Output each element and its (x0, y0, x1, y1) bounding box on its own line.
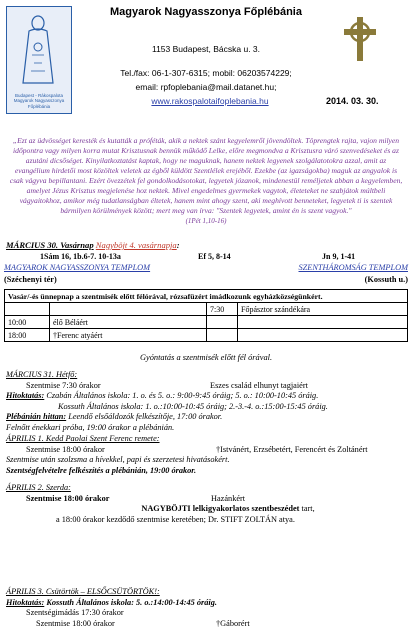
thursday-hittan (6, 598, 410, 609)
email[interactable]: email: rpfoplebania@mail.datanet.hu; (135, 82, 277, 92)
schedule-note: Vasár/-és ünnepnap a szentmisék előtt félórával, rózsafüzért imádkozunk egyházközségünkért. (5, 290, 408, 303)
thursday-heading: ÁPRILIS 3. Csütörtök – ELSŐCSÜTÖRTÖK!: (6, 587, 160, 596)
table-row (5, 303, 408, 316)
thursday-mass-intent: †Gáborért (216, 618, 250, 628)
wednesday-heading: ÁPRILIS 2. Szerda: (6, 483, 71, 492)
telephone: Tel./fax: 06-1-307-6315; mobil: 06203574229; (120, 68, 292, 78)
monday-section (6, 370, 410, 433)
madonna-icon (7, 11, 70, 91)
tuesday-heading: ÁPRILIS 1. Kedd Paolai Szent Ferenc remete: (6, 434, 160, 443)
quote-reference: (1Pét 1,10-16) (185, 217, 227, 225)
mass-schedule-table (4, 289, 408, 342)
parish-logo (6, 6, 72, 114)
hittan-text-2: Kossuth Általános iskola: 1. o.:10:00-10:45 óráig; 2.-3.-4. o.:15:00-15:45 óráig. (58, 401, 328, 411)
reading-1: 1Sám 16, 1b.6-7. 10-13a (40, 252, 121, 261)
table-cell (207, 316, 238, 329)
logo-text: Budapest - Rákospalota Magyarok Nagyasszonya Főplébánia (13, 92, 65, 109)
tuesday-mass-intent: †Istvánért, Erzsébetért, Ferencért és Zoltánért (216, 444, 368, 454)
wednesday-mass-line (6, 494, 410, 505)
monday-hittan-2 (6, 402, 410, 413)
wednesday-mass: Szentmise 18:00 órakor (26, 493, 110, 503)
monday-pleb-line (6, 412, 410, 423)
thursday-section (6, 587, 410, 629)
table-row (5, 290, 408, 303)
reading-2: Ef 5, 8-14 (198, 252, 231, 261)
adoration-text: Szentségimádás 17:30 órakor (26, 608, 124, 617)
table-cell: †Ferenc atyáért (50, 329, 207, 342)
table-cell (50, 303, 207, 316)
monday-mass-line (6, 381, 410, 392)
wednesday-lent-2: a 18:00 órakor kezdődő szentmise keretében; Dr. STIFT ZOLTÁN atya. (56, 514, 295, 524)
church-left: MAGYAROK NAGYASSZONYA TEMPLOM (4, 263, 151, 272)
table-cell (238, 316, 408, 329)
tuesday-conf: Szentségfelvételre felkészítés a plébánián, 19:00 órakor. (6, 465, 197, 475)
table-cell: élő Béláért (50, 316, 207, 329)
reading-3: Jn 9, 1-41 (322, 252, 356, 261)
thursday-mass-line (6, 619, 410, 630)
sunday-title: MÁRCIUS 30. Vasárnap (6, 240, 94, 250)
church-right-sub: (Kossuth u.) (364, 275, 408, 284)
lent-suffix: tart, (299, 504, 315, 513)
wednesday-lent (6, 504, 410, 515)
address: 1153 Budapest, Bácska u. 3. (151, 44, 261, 54)
wednesday-mass-intent: Hazánkért (211, 493, 246, 503)
table-row (5, 329, 408, 342)
thursday-mass: Szentmise 18:00 órakor (36, 618, 115, 628)
church-name: Magyarok Nagyasszonya Főplébánia (110, 6, 302, 18)
table-cell: 7:30 (207, 303, 238, 316)
sunday-colon: : (176, 240, 180, 250)
tuesday-mass-line (6, 445, 410, 456)
celtic-cross-icon (340, 15, 380, 63)
thursday-hittan-label: Hitoktatás: (6, 597, 45, 607)
table-cell: Főpásztor szándékára (238, 303, 408, 316)
tuesday-section (6, 434, 410, 476)
monday-mass: Szentmise 7:30 órakor (26, 380, 101, 390)
sunday-heading (6, 240, 180, 250)
monday-hittan-1 (6, 391, 410, 402)
tuesday-mass: Szentmise 18:00 órakor (26, 444, 105, 454)
website-link[interactable]: www.rakospalotaifoplebania.hu (151, 96, 269, 106)
hittan-label: Hitoktatás: (6, 391, 45, 400)
church-right: SZENTHÁROMSÁG TEMPLOM (298, 263, 408, 272)
table-cell (238, 329, 408, 342)
pleb-text: Leendő elsőáldozók felkészítője, 17:00 órakor. (68, 412, 223, 421)
wednesday-section (6, 483, 410, 525)
bulletin-date: 2014. 03. 30. (326, 96, 379, 106)
quote-text: „Ezt az üdvösséget keresték és kutatták a próféták, akik a nektek szánt kegyelemről jövendöltek. Töprengtek rajta, vajon milyen időpontra vagy milyen korra mutat Krisztusnak bennük működő Lelke, előre megmondva a Krisztusra váró szenvedéseket és az azutáni dicsőséget. Kinyilatkoztatást kaptak, hogy ne maguknak, hanem nektek legyenek szolgálatotokra azzal, amit az evangélium hirdetői most közöltek veletek az égből küldött Szentlélek erejéből. Ezekbe (az igazságokba) maguk az angyalok is csak vágyva bepillantani. Ezért övezzétek fel gondolkodásotokat, legyetek józanok, mindenestül reméljetek abban a kegyelemben, amelyet Jézus Krisztus megjelenése hoz nektek. Mivel engedelmes gyermekek vagytok, életeteket ne szabjátok múltbeli vágyaitokhoz, amikor még tudatlanságban éltetek, hanem mint ahogy szent, aki meghívott benneteket, legyetek ti is szentek bármilyen körülmények között; mert meg van írva: "Szentek legyetek, amint én is szent vagyok." (9, 136, 403, 215)
hittan-text: Czabán Általános iskola: 1. o. és 5. o.: 9:00-9:45 óráig; 5. o.: 10:00-10:45 óráig. (46, 391, 319, 400)
table-row (5, 316, 408, 329)
scripture-quote (8, 136, 404, 226)
confession-note: Gyóntatás a szentmisék előtt fél órával. (139, 353, 273, 362)
thursday-adoration (6, 608, 410, 619)
tuesday-note: Szentmise után szolzsma a hívekkel, papi és szerzetesi hivatásokért. (6, 455, 230, 464)
monday-mass-intent: Eszes család elhunyt tagjaiért (210, 380, 308, 390)
monday-heading: MÁRCIUS 31. Hétfő: (6, 370, 78, 379)
thursday-hittan-text: Kossuth Általános iskola: 5. o.:14:00-14:45 óráig. (46, 597, 217, 607)
pleb-label: Plébánián hittan: (6, 412, 67, 421)
monday-choir: Felnőtt énekkari próba, 19:00 órakor a plébánián. (6, 422, 175, 432)
table-cell (5, 303, 50, 316)
table-cell: 18:00 (5, 329, 50, 342)
table-cell: 10:00 (5, 316, 50, 329)
sunday-title-suffix: Nagyböjt 4. vasárnapja (95, 240, 177, 250)
table-cell (207, 329, 238, 342)
lent-bold: NAGYBÖJTI lelkigyakorlatos szentbeszédet (141, 504, 300, 513)
church-left-sub: (Széchenyi tér) (4, 275, 57, 284)
